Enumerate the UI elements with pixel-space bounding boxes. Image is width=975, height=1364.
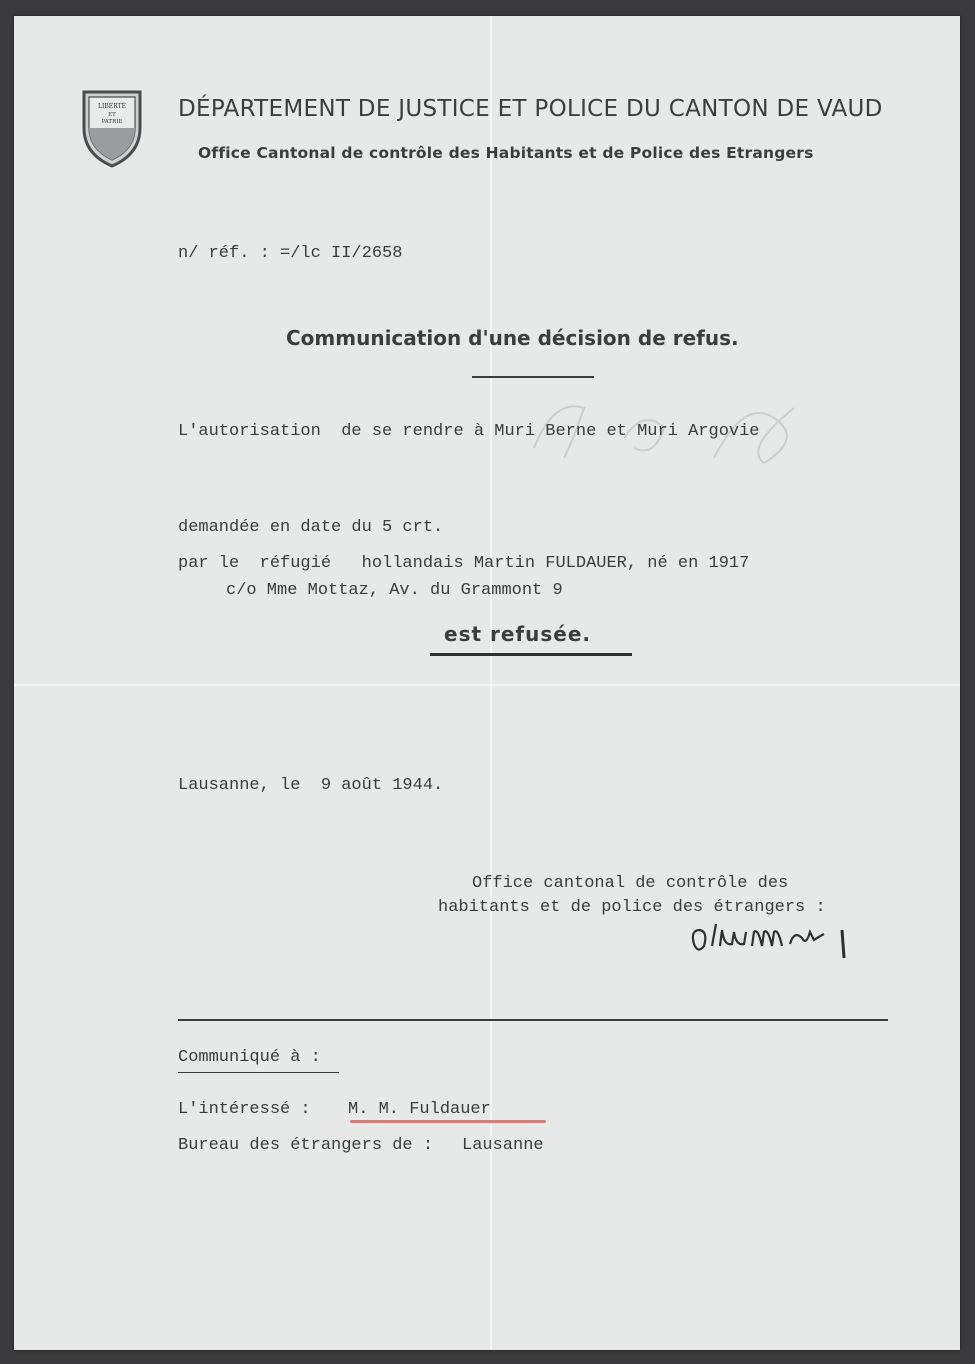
decision-underline (430, 653, 632, 656)
svg-text:LIBERTÉ: LIBERTÉ (98, 103, 126, 110)
fold-line-horizontal (14, 684, 960, 686)
office-signature-line1: Office cantonal de contrôle des (472, 874, 789, 893)
handwritten-signature (686, 916, 856, 966)
interested-label: L'intéressé : (178, 1100, 311, 1119)
interested-value: M. M. Fuldauer (348, 1100, 491, 1119)
requested-by-line: par le réfugié hollandais Martin FULDAUER, né en 1917 (178, 554, 750, 573)
red-underline (350, 1120, 546, 1123)
svg-text:PATRIE: PATRIE (101, 119, 123, 125)
section-divider (178, 1019, 888, 1021)
date-requested-line: demandée en date du 5 crt. (178, 518, 444, 537)
document-sheet (14, 16, 960, 1350)
place-date: Lausanne, le 9 août 1944. (178, 776, 444, 795)
reference-number: n/ réf. : =/lc II/2658 (178, 244, 403, 263)
bureau-label: Bureau des étrangers de : (178, 1136, 434, 1155)
document-heading: Communication d'une décision de refus. (286, 326, 739, 350)
bureau-value: Lausanne (462, 1136, 544, 1155)
vaud-crest-icon (80, 88, 144, 168)
decision-text: est refusée. (444, 622, 591, 646)
department-title: DÉPARTEMENT DE JUSTICE ET POLICE DU CANTON DE VAUD (178, 96, 883, 122)
communique-label: Communiqué à : (178, 1048, 321, 1067)
svg-text:ET: ET (108, 112, 116, 118)
heading-divider (472, 376, 594, 378)
communique-underline (178, 1072, 339, 1073)
authorisation-line: L'autorisation de se rendre à Muri Berne et Muri Argovie (178, 422, 760, 441)
office-signature-line2: habitants et de police des étrangers : (438, 898, 826, 917)
office-subtitle: Office Cantonal de contrôle des Habitants et de Police des Etrangers (198, 144, 814, 162)
address-line: c/o Mme Mottaz, Av. du Grammont 9 (226, 581, 563, 600)
